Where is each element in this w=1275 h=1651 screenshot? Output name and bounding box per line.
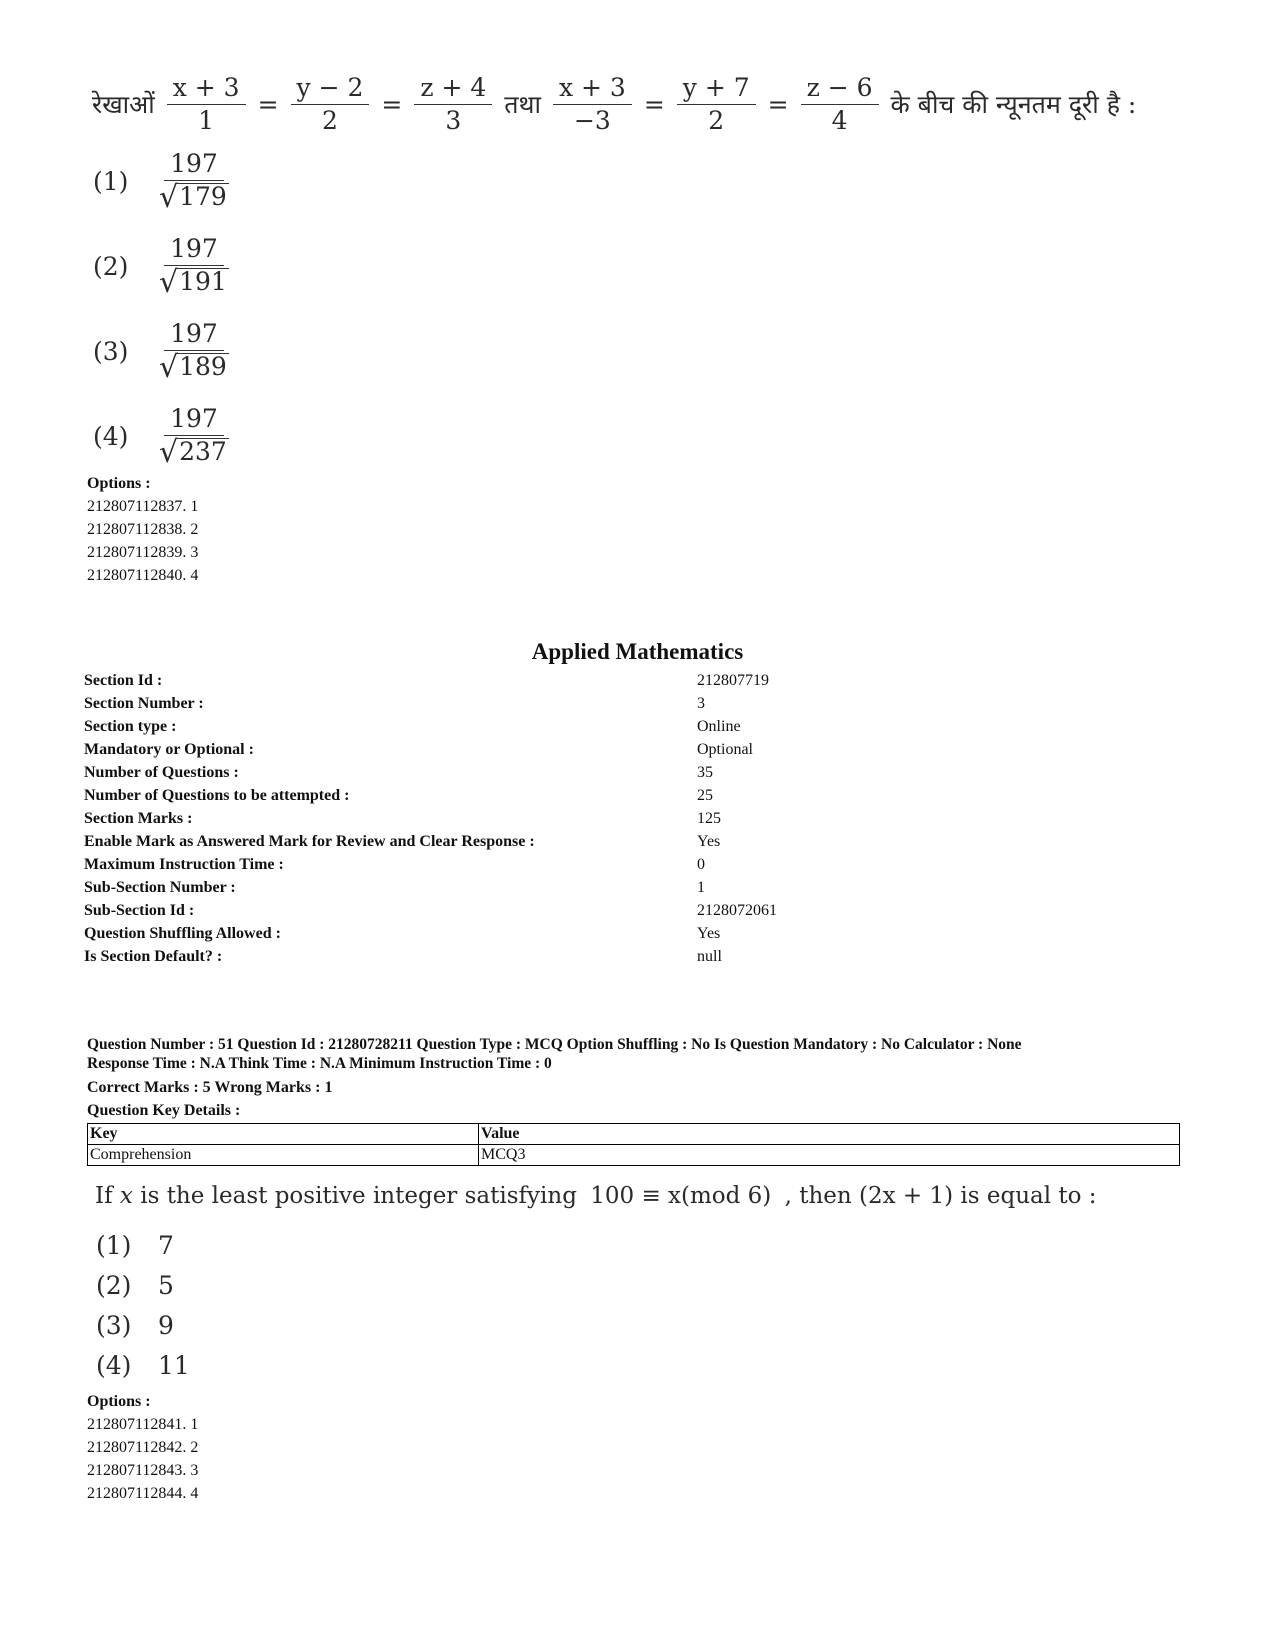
- table-header-cell: Value: [479, 1124, 1180, 1145]
- q51-choices: [96, 1226, 190, 1386]
- section-key: Section Id :: [84, 672, 163, 689]
- options-label: Options :: [87, 1393, 151, 1410]
- choice-value: 5: [158, 1271, 174, 1300]
- choice-value: 11: [158, 1351, 190, 1380]
- equals-sign: =: [643, 89, 665, 119]
- section-value: 3: [697, 695, 705, 712]
- q51-question-text: If: [95, 1183, 113, 1209]
- q50-options: [87, 472, 198, 587]
- q51-choice: [96, 1226, 190, 1266]
- q51-congruence: 100 ≡ x(mod 6): [590, 1183, 772, 1209]
- q51-variable: x: [119, 1183, 133, 1209]
- q51-marks: Correct Marks : 5 Wrong Marks : 1: [87, 1079, 333, 1096]
- choice-fraction: 197 √ 191: [159, 234, 227, 300]
- options-label: Options :: [87, 475, 151, 492]
- section-value: null: [697, 948, 722, 965]
- choice-label: (2): [93, 251, 129, 281]
- choice-label: (4): [93, 421, 129, 451]
- section-key: Mandatory or Optional :: [84, 741, 254, 758]
- option-id: 212807112839. 3: [87, 544, 199, 561]
- section-value: 1: [697, 879, 705, 896]
- q51-choice: [96, 1266, 190, 1306]
- q50-choice: [93, 405, 229, 468]
- choice-label: (3): [96, 1311, 132, 1340]
- choice-label: (1): [93, 166, 129, 196]
- section-key: Number of Questions :: [84, 764, 239, 781]
- section-key: Number of Questions to be attempted :: [84, 787, 350, 804]
- section-key: Maximum Instruction Time :: [84, 856, 284, 873]
- q50-fraction: $\frac{x + 3}{-3}$: [553, 74, 632, 134]
- option-id: 212807112840. 4: [87, 567, 199, 584]
- section-value: Optional: [697, 741, 753, 758]
- section-value: 35: [697, 764, 713, 781]
- section-value: 212807719: [697, 672, 769, 689]
- choice-label: (2): [96, 1271, 132, 1300]
- table-header-row: [88, 1124, 1180, 1145]
- q51-question-text: is the least positive integer satisfying: [140, 1183, 577, 1209]
- choice-label: (4): [96, 1351, 132, 1380]
- equals-sign: =: [381, 89, 403, 119]
- section-value: 25: [697, 787, 713, 804]
- option-id: 212807112842. 2: [87, 1439, 199, 1456]
- q50-suffix: के बीच की न्यूनतम दूरी है :: [890, 90, 1137, 119]
- q51-key-details-label: Question Key Details :: [87, 1102, 241, 1119]
- q50-choice: [93, 320, 229, 383]
- option-id: 212807112841. 1: [87, 1416, 199, 1433]
- q51-header: [87, 1035, 1022, 1073]
- choice-label: (1): [96, 1231, 132, 1260]
- option-id: 212807112844. 4: [87, 1485, 199, 1502]
- q51-choice: [96, 1346, 190, 1386]
- option-id: 212807112837. 1: [87, 498, 199, 515]
- sqrt-symbol: √ 237: [159, 434, 227, 470]
- choice-fraction: 197 √ 237: [159, 404, 227, 470]
- option-id: 212807112838. 2: [87, 521, 199, 538]
- section-keys: [84, 669, 535, 968]
- section-value: 2128072061: [697, 902, 777, 919]
- choice-value: 7: [158, 1231, 174, 1260]
- section-value: Yes: [697, 833, 721, 850]
- choice-label: (3): [93, 336, 129, 366]
- table-cell: MCQ3: [479, 1145, 1180, 1166]
- section-key: Section type :: [84, 718, 177, 735]
- section-value: 0: [697, 856, 705, 873]
- section-values: [697, 669, 777, 968]
- q50-choice: [93, 150, 229, 213]
- q50-fraction: $\frac{y + 7}{2}$: [677, 74, 756, 134]
- table-cell: Comprehension: [88, 1145, 479, 1166]
- section-key: Sub-Section Number :: [84, 879, 236, 896]
- option-id: 212807112843. 3: [87, 1462, 199, 1479]
- q50-prefix: रेखाओं: [92, 90, 155, 119]
- q50-fraction: $\frac{y - 2}{2}$: [291, 74, 370, 134]
- section-value: Online: [697, 718, 741, 735]
- q50-question: [92, 70, 1136, 138]
- q50-conjunction: तथा: [504, 90, 541, 119]
- section-key: Sub-Section Id :: [84, 902, 195, 919]
- q51-header-line: Response Time : N.A Think Time : N.A Minimum Instruction Time : 0: [87, 1055, 552, 1072]
- sqrt-symbol: √ 189: [159, 349, 227, 385]
- q50-fraction: $\frac{z - 6}{4}$: [801, 74, 879, 134]
- q51-question-text: , then (2x + 1) is equal to :: [784, 1183, 1097, 1209]
- section-key: Enable Mark as Answered Mark for Review and Clear Response :: [84, 833, 535, 850]
- q51-question: [95, 1180, 1097, 1212]
- q50-fraction: $\frac{x + 3}{1}$: [167, 74, 246, 134]
- sqrt-symbol: √ 191: [159, 264, 227, 300]
- q50-fraction: $\frac{z + 4}{3}$: [414, 74, 492, 134]
- q51-header-line: Question Number : 51 Question Id : 21280728211 Question Type : MCQ Option Shuffling : No Is Question Mandatory : No Calculator : None: [87, 1036, 1022, 1053]
- section-value: 125: [697, 810, 721, 827]
- section-value: Yes: [697, 925, 721, 942]
- sqrt-symbol: √ 179: [159, 179, 227, 215]
- key-details-table: [87, 1123, 1180, 1166]
- table-header-cell: Key: [88, 1124, 479, 1145]
- section-title: Applied Mathematics: [531, 639, 744, 664]
- choice-fraction: 197 √ 189: [159, 319, 227, 385]
- section-key: Is Section Default? :: [84, 948, 223, 965]
- section-key: Section Number :: [84, 695, 204, 712]
- equals-sign: =: [767, 89, 789, 119]
- equals-sign: =: [257, 89, 279, 119]
- choice-fraction: 197 √ 179: [159, 149, 227, 215]
- q51-options: [87, 1390, 198, 1505]
- q50-choice: [93, 235, 229, 298]
- choice-value: 9: [158, 1311, 174, 1340]
- q51-choice: [96, 1306, 190, 1346]
- table-row: [88, 1145, 1180, 1166]
- section-key: Section Marks :: [84, 810, 193, 827]
- section-key: Question Shuffling Allowed :: [84, 925, 281, 942]
